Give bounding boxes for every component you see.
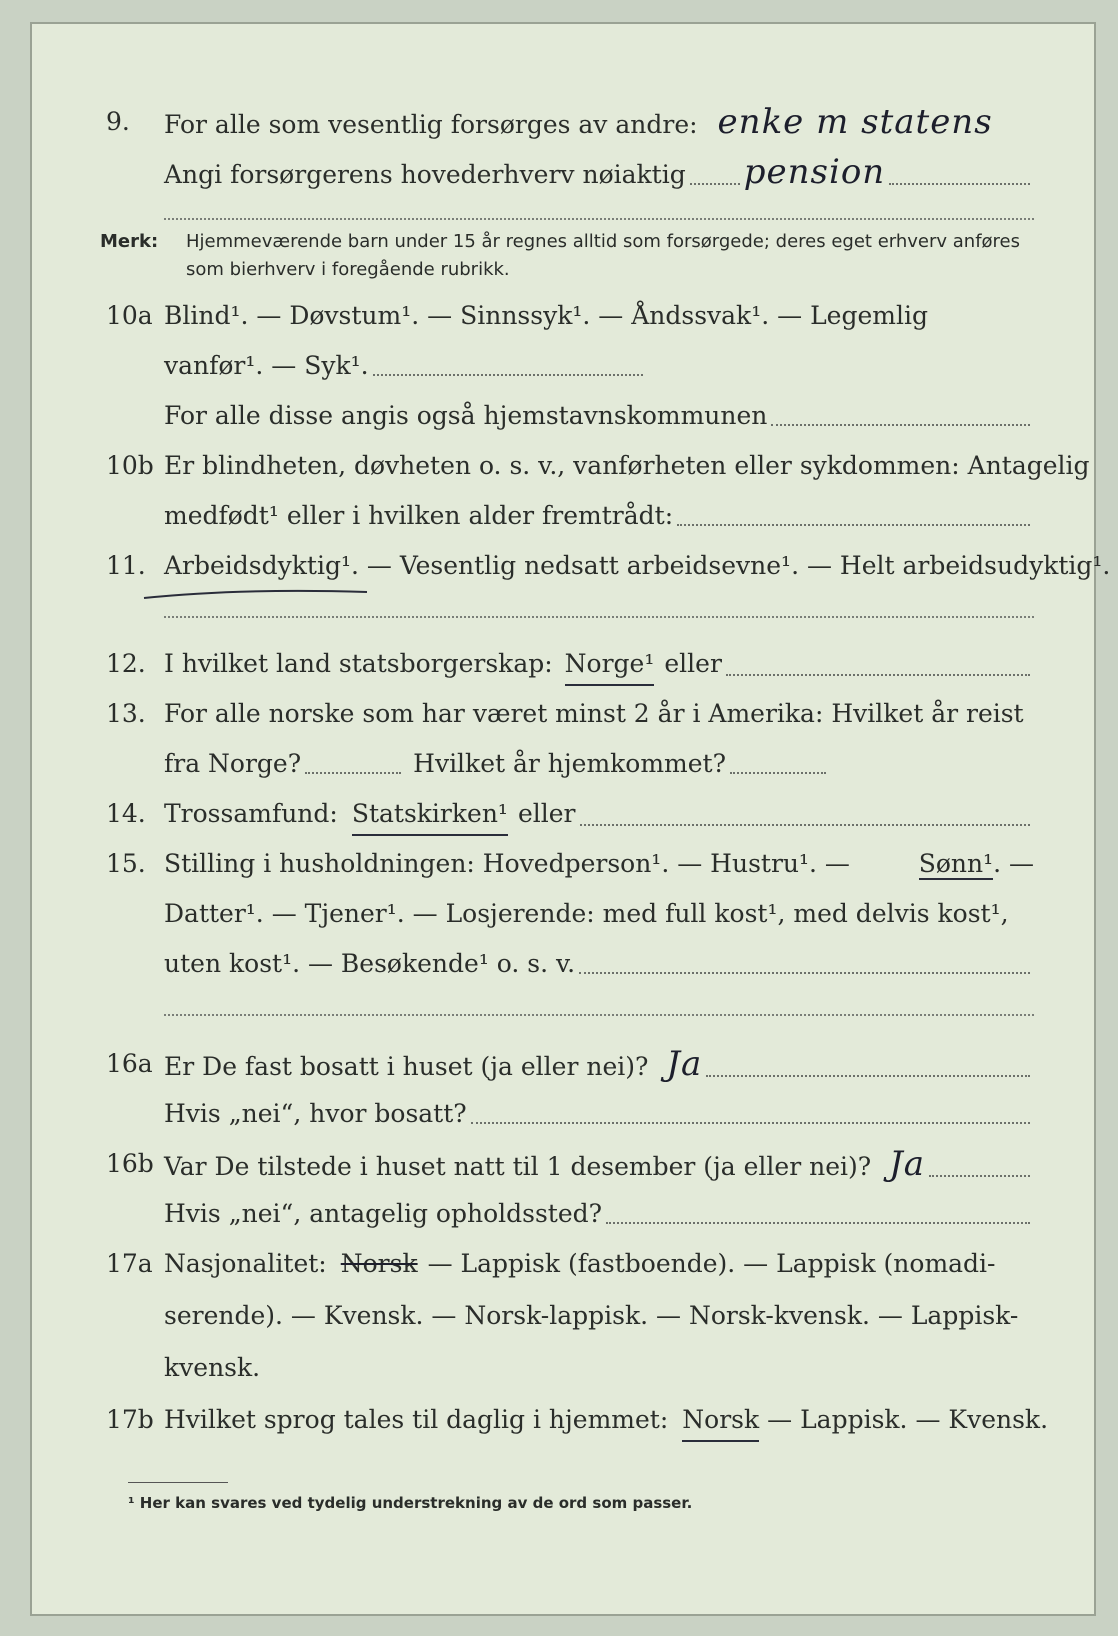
q9-question: For alle som vesentlig forsørges av andre: [164, 110, 698, 139]
q12-line1 [32, 644, 1094, 684]
dotted-fill-line [579, 972, 1030, 974]
q16a-line1 [32, 1044, 1094, 1084]
q16b-line1 [32, 1144, 1094, 1184]
q17a-question: Nasjonalitet: [164, 1249, 327, 1278]
q13-question: For alle norske som har været minst 2 år i Amerika: Hvilket år reist [164, 699, 1024, 728]
q13-line1 [32, 694, 1094, 734]
q17b-number: 17b [106, 1405, 154, 1434]
dotted-fill-line [471, 1122, 1030, 1124]
census-form-page [30, 22, 1111, 1616]
q12-selected-norge: Norge¹ [565, 644, 655, 686]
q16a-question: Er De fast bosatt i huset (ja eller nei)? [164, 1052, 649, 1081]
q15-line2 [32, 894, 1094, 934]
q11-line1 [32, 546, 1111, 586]
dotted-fill-line [690, 183, 740, 185]
q17a-question-3: kvensk. [164, 1353, 261, 1382]
q10b-line2 [32, 496, 1094, 536]
q16b-question-2: Hvis „nei“, antagelig opholdssted? [164, 1199, 603, 1228]
dotted-fill-line [305, 772, 401, 774]
q17b-line1 [32, 1400, 1094, 1440]
q17a-line2 [32, 1296, 1094, 1336]
dotted-fill-line [726, 674, 1030, 676]
q16b-question: Var De tilstede i huset natt til 1 desember (ja eller nei)? [164, 1152, 872, 1181]
dotted-fill-line [706, 1075, 1030, 1077]
q10a-line3 [32, 396, 1094, 436]
q10a-question: Blind¹. — Døvstum¹. — Sinnssyk¹. — Åndssvak¹. — Legemlig [164, 301, 928, 330]
dotted-fill-line [889, 183, 1030, 185]
q15-question: Stilling i husholdningen: Hovedperson¹. — Hustru¹. — [164, 849, 850, 878]
q17a-line3 [32, 1348, 1094, 1388]
q13-question-2b: Hvilket år hjemkommet? [413, 749, 727, 778]
q9-line1 [32, 102, 1094, 142]
q17b-selected-norsk: Norsk [682, 1400, 759, 1442]
q17a-question-2: serende). — Kvensk. — Norsk-lappisk. — Norsk-kvensk. — Lappisk- [164, 1301, 1019, 1330]
footnote: ¹ Her kan svares ved tydelig understrekning av de ord som passer. [128, 1494, 693, 1512]
q16a-answer-handwritten: Ja [666, 1044, 703, 1084]
q10a-number: 10a [106, 301, 153, 330]
q16a-question-2: Hvis „nei“, hvor bosatt? [164, 1099, 467, 1128]
q9-line2 [32, 152, 1094, 192]
q11-question: Arbeidsdyktig¹. — Vesentlig nedsatt arbeidsevne¹. — Helt arbeidsudyktig¹. [164, 551, 1111, 580]
separator-dotted [164, 1014, 1034, 1016]
q13-line2 [32, 744, 1094, 784]
q10a-line1 [32, 296, 1094, 336]
q16b-answer-handwritten: Ja [889, 1144, 926, 1184]
q14-selected-statskirken: Statskirken¹ [352, 794, 508, 836]
dotted-fill-line [580, 824, 1031, 826]
q17b-question: Hvilket sprog tales til daglig i hjemmet: [164, 1405, 669, 1434]
q9-answer2-handwritten: pension [743, 152, 886, 192]
q16b-number: 16b [106, 1149, 154, 1178]
q9-question-2: Angi forsørgerens hovederhverv nøiaktig [164, 160, 686, 189]
q10b-line1 [32, 446, 1094, 486]
q10a-line2 [32, 346, 1094, 386]
dotted-fill-line [771, 424, 1030, 426]
q10b-question: Er blindheten, døvheten o. s. v., vanførheten eller sykdommen: Antagelig [164, 451, 1090, 480]
q15-line3 [32, 944, 1094, 984]
q17b-question-rest: — Lappisk. — Kvensk. [767, 1405, 1049, 1434]
q16b-line2 [32, 1194, 1094, 1234]
q17a-marked-norsk: Norsk [340, 1249, 418, 1278]
dotted-fill-line [730, 772, 826, 774]
q10b-number: 10b [106, 451, 154, 480]
q10a-question-2: vanfør¹. — Syk¹. [164, 351, 369, 380]
q11-number: 11. [106, 551, 146, 580]
q17a-line1 [32, 1244, 1094, 1284]
q9-number: 9. [106, 107, 130, 136]
handwritten-underline-mark [142, 584, 372, 604]
q14-question: Trossamfund: [164, 799, 338, 828]
q12-eller: eller [664, 649, 722, 678]
q15-selected-sonn: Sønn¹ [918, 849, 994, 878]
q15-number: 15. [106, 849, 146, 878]
q14-number: 14. [106, 799, 146, 828]
dotted-fill-line [677, 524, 1030, 526]
q15-question-3: uten kost¹. — Besøkende¹ o. s. v. [164, 949, 576, 978]
q15-question-end: . — [993, 849, 1034, 878]
q15-line1 [32, 844, 1094, 884]
separator-dotted [164, 218, 1034, 220]
q17a-number: 17a [106, 1249, 153, 1278]
q12-number: 12. [106, 649, 146, 678]
q16a-line2 [32, 1094, 1094, 1134]
q14-eller: eller [517, 799, 576, 828]
footnote-rule [128, 1482, 228, 1483]
q14-line1 [32, 794, 1094, 834]
q15-question-2: Datter¹. — Tjener¹. — Losjerende: med full kost¹, med delvis kost¹, [164, 899, 1009, 928]
dotted-fill-line [929, 1175, 1030, 1177]
q17a-question-rest: — Lappisk (fastboende). — Lappisk (nomadi- [427, 1249, 996, 1278]
merk-label: Merk: [100, 231, 159, 252]
q16a-number: 16a [106, 1049, 153, 1078]
dotted-fill-line [606, 1222, 1030, 1224]
q13-question-2a: fra Norge? [164, 749, 302, 778]
q9-answer-handwritten: enke m statens [717, 102, 993, 142]
q12-question: I hvilket land statsborgerskap: [164, 649, 553, 678]
q10b-question-2: medfødt¹ eller i hvilken alder fremtrådt: [164, 501, 674, 530]
dotted-fill-line [373, 374, 643, 376]
separator-dotted [164, 616, 1034, 618]
q13-number: 13. [106, 699, 146, 728]
merk-text: Hjemmeværende barn under 15 år regnes alltid som forsørgede; deres eget erhverv anføres som bierhverv i foregående rubrikk. [186, 231, 1021, 280]
q10a-question-3: For alle disse angis også hjemstavnskommunen [164, 401, 768, 430]
